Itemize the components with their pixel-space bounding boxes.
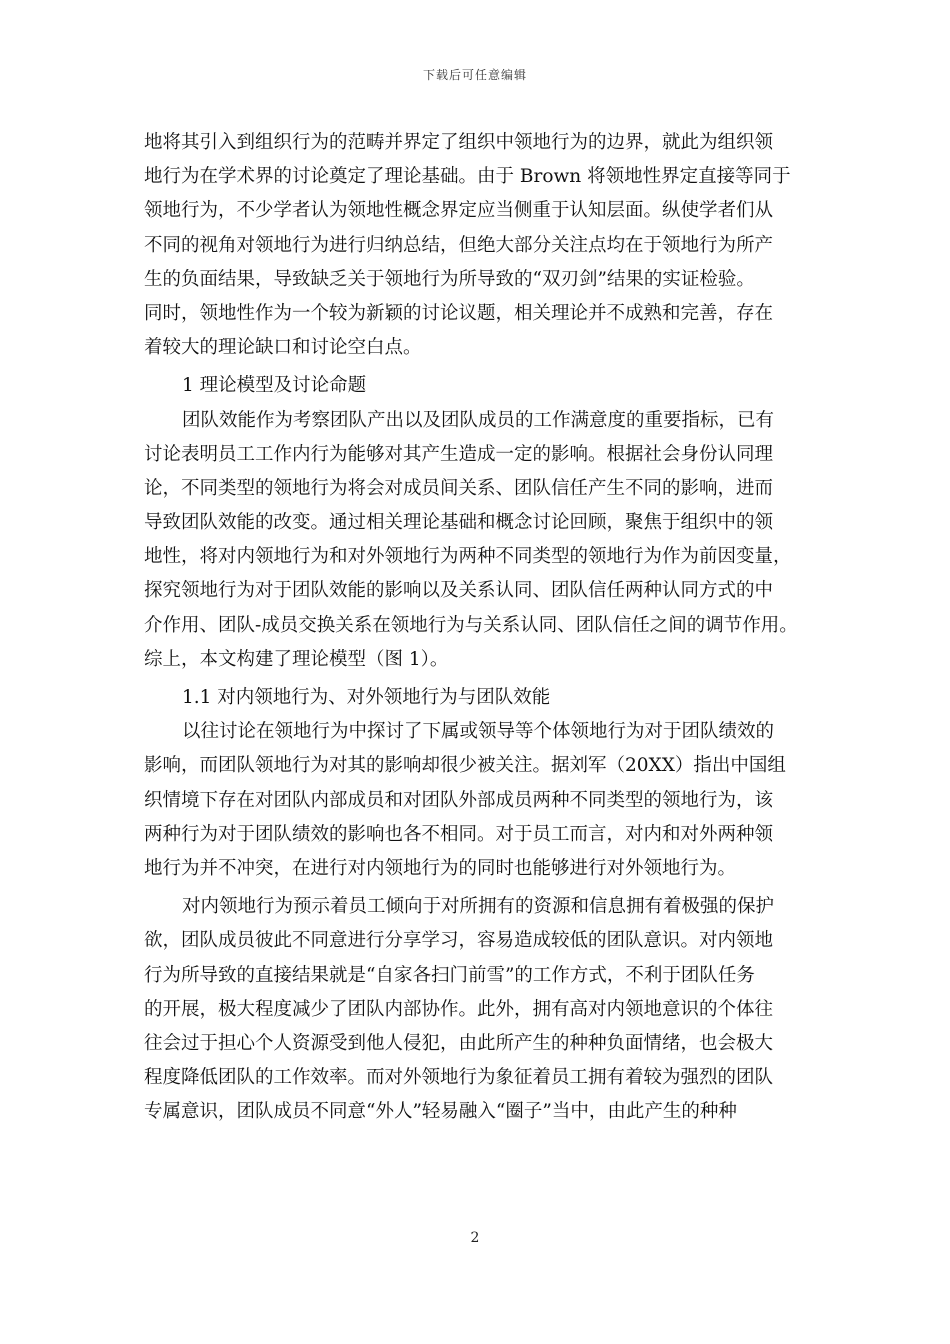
page-header: 下载后可任意编辑: [422, 68, 527, 82]
document-body: [144, 126, 808, 1129]
text-line: 讨论表明员工工作内行为能够对其产生造成一定的影响。根据社会身份认同理: [144, 443, 774, 465]
text-line: 地行为并不冲突，在进行对内领地行为的同时也能够进行对外领地行为。: [144, 857, 737, 879]
paragraph: [144, 890, 808, 1129]
text-line: 的开展，极大程度减少了团队内部协作。此外，拥有高对内领地意识的个体往: [144, 998, 774, 1020]
text-line: 两种行为对于团队绩效的影响也各不相同。对于员工而言，对内和对外两种领: [144, 823, 774, 845]
text-line: 生的负面结果，导致缺乏关于领地行为所导致的“双刃剑”结果的实证检验。: [144, 268, 755, 290]
heading-text: 1.1 对内领地行为、对外领地行为与团队效能: [182, 687, 551, 708]
text-line: 影响，而团队领地行为对其的影响却很少被关注。据刘军（20XX）指出中国组: [144, 755, 786, 777]
paragraph: [144, 715, 808, 886]
text-line: 对内领地行为预示着员工倾向于对所拥有的资源和信息拥有着极强的保护: [182, 896, 775, 918]
paragraph: [144, 404, 808, 678]
text-line: 地性，将对内领地行为和对外领地行为两种不同类型的领地行为作为前因变量，: [144, 546, 792, 568]
text-line: 着较大的理论缺口和讨论空白点。: [144, 337, 422, 359]
text-line: 探究领地行为对于团队效能的影响以及关系认同、团队信任两种认同方式的中: [144, 580, 774, 602]
section-heading: [144, 369, 808, 403]
text-line: 地将其引入到组织行为的范畴并界定了组织中领地行为的边界，就此为组织领: [144, 132, 774, 153]
text-line: 综上，本文构建了理论模型（图 1）。: [144, 648, 449, 670]
text-line: 行为所导致的直接结果就是“自家各扫门前雪”的工作方式，不利于团队任务: [144, 964, 755, 986]
text-line: 导致团队效能的改变。通过相关理论基础和概念讨论回顾，聚焦于组织中的领: [144, 512, 774, 534]
text-line: 领地行为，不少学者认为领地性概念界定应当侧重于认知层面。纵使学者们从: [144, 200, 774, 222]
text-line: 介作用、团队-成员交换关系在领地行为与关系认同、团队信任之间的调节作用。: [144, 614, 798, 636]
text-line: 欲，团队成员彼此不同意进行分享学习，容易造成较低的团队意识。对内领地: [144, 930, 774, 952]
subsection-heading: [144, 681, 808, 715]
text-line: 论，不同类型的领地行为将会对成员间关系、团队信任产生不同的影响，进而: [144, 477, 774, 499]
text-line: 以往讨论在领地行为中探讨了下属或领导等个体领地行为对于团队绩效的: [182, 721, 775, 743]
text-line: 专属意识，团队成员不同意“外人”轻易融入“圈子”当中，由此产生的种种: [144, 1101, 737, 1123]
heading-text: 1 理论模型及讨论命题: [182, 375, 367, 397]
text-line: 往会过于担心个人资源受到他人侵犯，由此所产生的种种负面情绪，也会极大: [144, 1032, 774, 1054]
text-line: 程度降低团队的工作效率。而对外领地行为象征着员工拥有着较为强烈的团队: [144, 1067, 774, 1089]
text-line: 地行为在学术界的讨论奠定了理论基础。由于 Brown 将领地性界定直接等同于: [144, 166, 791, 188]
text-line: 同时，领地性作为一个较为新颖的讨论议题，相关理论并不成熟和完善，存在: [144, 302, 774, 324]
paragraph: [144, 126, 808, 365]
page-number: 2: [470, 1230, 480, 1246]
text-line: 织情境下存在对团队内部成员和对团队外部成员两种不同类型的领地行为，该: [144, 789, 774, 811]
text-line: 团队效能作为考察团队产出以及团队成员的工作满意度的重要指标，已有: [182, 409, 775, 431]
text-line: 不同的视角对领地行为进行归纳总结，但绝大部分关注点均在于领地行为所产: [144, 234, 774, 256]
